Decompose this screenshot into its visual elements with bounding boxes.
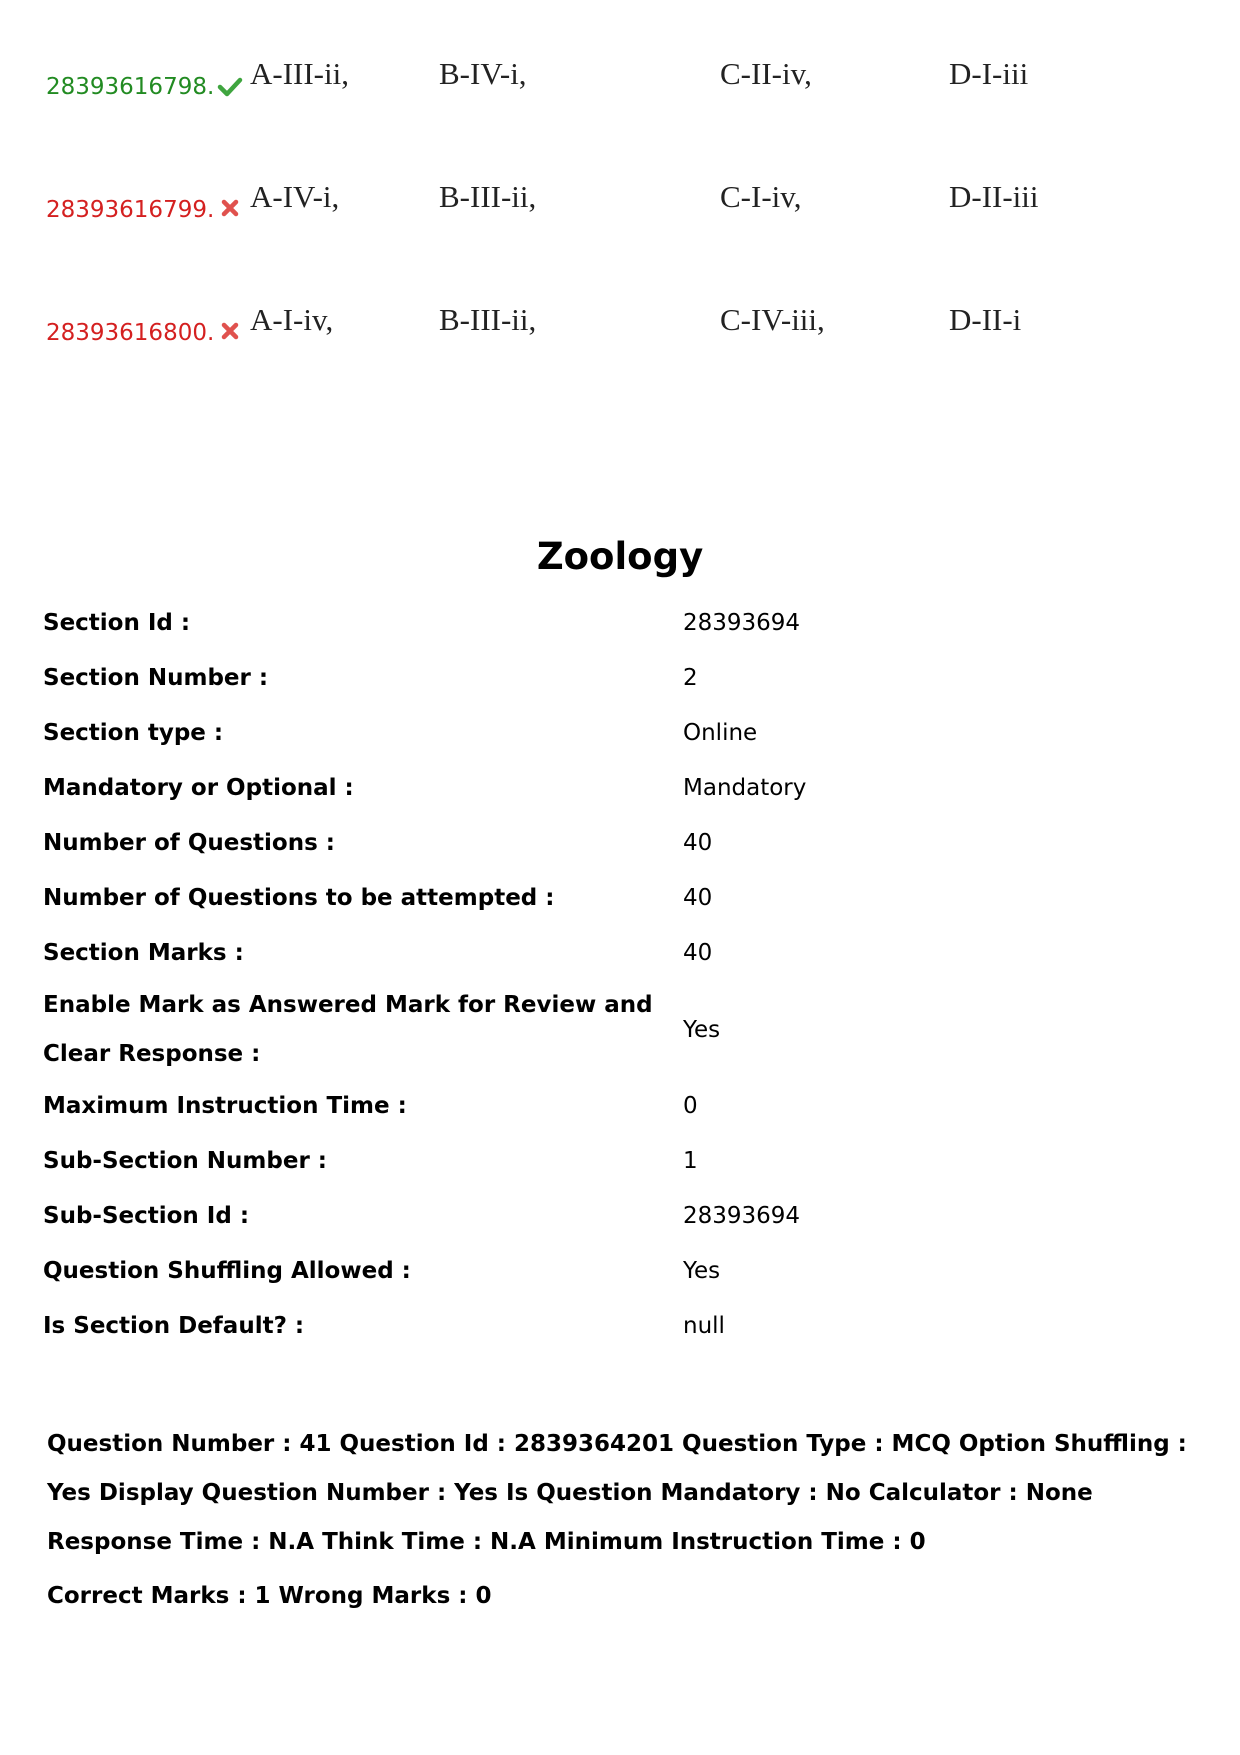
section-details	[43, 596, 1193, 1354]
detail-row-section-id	[43, 596, 1193, 651]
option-id: 28393616799.	[46, 197, 215, 223]
option-cell-b: B-III-ii,	[439, 179, 537, 214]
option-cell-c: C-II-iv,	[720, 56, 812, 91]
detail-row-questions-attempted	[43, 871, 1193, 926]
detail-value: 28393694	[683, 1203, 801, 1229]
question-marks: Correct Marks : 1 Wrong Marks : 0	[47, 1583, 492, 1609]
option-cell-a: A-III-ii,	[250, 56, 349, 91]
detail-row-section-number	[43, 651, 1193, 706]
detail-value: 40	[683, 940, 713, 966]
option-cell-d: D-I-iii	[949, 56, 1029, 91]
detail-label: Section Id :	[43, 610, 191, 636]
detail-row-sub-section-id	[43, 1189, 1193, 1244]
detail-value: 2	[683, 665, 698, 691]
detail-label: Mandatory or Optional :	[43, 775, 354, 801]
option-cell-a: A-IV-i,	[250, 179, 340, 214]
detail-label: Number of Questions :	[43, 830, 335, 856]
detail-value: Online	[683, 720, 758, 746]
detail-value: Yes	[683, 1016, 721, 1043]
detail-value: 1	[683, 1148, 698, 1174]
detail-label: Is Section Default? :	[43, 1313, 305, 1339]
detail-row-mandatory	[43, 761, 1193, 816]
detail-value: 0	[683, 1093, 698, 1119]
check-icon	[216, 73, 244, 101]
detail-row-question-shuffling	[43, 1244, 1193, 1299]
detail-row-max-instruction-time	[43, 1079, 1193, 1134]
detail-label: Maximum Instruction Time :	[43, 1093, 407, 1119]
detail-label: Section Number :	[43, 665, 269, 691]
option-row	[46, 177, 1166, 227]
option-cell-c: C-I-iv,	[720, 179, 802, 214]
detail-value: null	[683, 1313, 725, 1339]
option-cell-b: B-III-ii,	[439, 302, 537, 337]
question-meta: Question Number : 41 Question Id : 2839364201 Question Type : MCQ Option Shuffling : Yes Display Question Number : Yes Is Question Mandatory : No Calculator : None Response Time : N.A Think Time : N.A Minimum Instruction Time : 0	[47, 1431, 1187, 1555]
detail-row-enable-mark-answered	[43, 981, 1193, 1079]
detail-label: Enable Mark as Answered Mark for Review and Clear Response :	[43, 992, 653, 1067]
detail-value: 40	[683, 885, 713, 911]
detail-row-number-of-questions	[43, 816, 1193, 871]
option-id: 28393616798.	[46, 74, 215, 100]
option-cell-d: D-II-iii	[949, 179, 1039, 214]
detail-label: Section type :	[43, 720, 224, 746]
option-row	[46, 54, 1166, 104]
detail-row-section-default	[43, 1299, 1193, 1354]
detail-label: Number of Questions to be attempted :	[43, 885, 555, 911]
detail-row-section-type	[43, 706, 1193, 761]
detail-label: Sub-Section Id :	[43, 1203, 250, 1229]
detail-label: Question Shuffling Allowed :	[43, 1258, 411, 1284]
cross-icon	[216, 317, 244, 345]
detail-value: 40	[683, 830, 713, 856]
option-cell-a: A-I-iv,	[250, 302, 334, 337]
cross-icon	[216, 194, 244, 222]
detail-label: Section Marks :	[43, 940, 244, 966]
option-row	[46, 300, 1166, 350]
detail-row-sub-section-number	[43, 1134, 1193, 1189]
section-title: Zoology	[536, 535, 704, 578]
option-cell-b: B-IV-i,	[439, 56, 527, 91]
detail-value: Yes	[683, 1258, 721, 1284]
option-id: 28393616800.	[46, 320, 215, 346]
option-cell-d: D-II-i	[949, 302, 1022, 337]
option-cell-c: C-IV-iii,	[720, 302, 825, 337]
detail-row-section-marks	[43, 926, 1193, 981]
detail-label: Sub-Section Number :	[43, 1148, 328, 1174]
detail-value: 28393694	[683, 610, 801, 636]
detail-value: Mandatory	[683, 775, 807, 801]
